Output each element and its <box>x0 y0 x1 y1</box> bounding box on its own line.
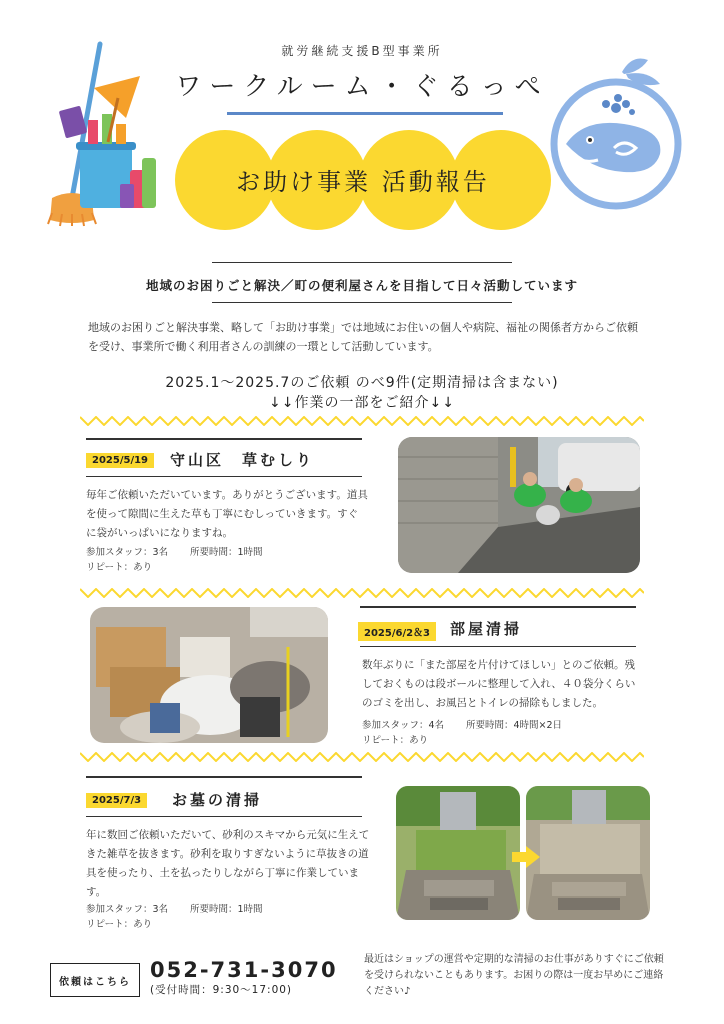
job-1-staff: 参加スタッフ：3名 <box>86 547 169 558</box>
report-banner: お助け事業 活動報告 <box>236 168 490 196</box>
job-3-top-line <box>86 776 362 778</box>
job-2-time: 所要時間：4時間×2日 <box>466 720 563 731</box>
job-2-photo <box>90 607 328 743</box>
request-period: 2025.1〜2025.7のご依頼 のべ9件(定期清掃は含まない) <box>165 375 559 391</box>
job-2-repeat: リピート：あり <box>362 735 429 746</box>
job-3-description: 年に数回ご依頼いただいて、砂利のスキマから元気に生えてきた雑草を抜きます。砂利を取りすぎないように草抜きの道具を使ったり、土を払ったりしながら丁寧に作業しています。 <box>86 829 370 898</box>
intro-arrows: ↓↓作業の一部をご紹介↓↓ <box>269 395 455 411</box>
job-1-date-badge: 2025/5/19 <box>86 453 154 468</box>
job-3-photo-before <box>396 786 520 920</box>
job-1-repeat: リピート：あり <box>86 562 153 573</box>
job-3-repeat: リピート：あり <box>86 919 153 930</box>
job-1-top-line <box>86 438 362 440</box>
intro-text: 地域のお困りごと解決事業、略して「お助け事業」では地域にお住いの個人や病院、福祉の関係者方からご依頼を受け、事業所で働く利用者さんの訓練の一環として活動しています。 <box>88 321 638 353</box>
job-2-title: 部屋清掃 <box>450 620 523 638</box>
tagline-bottom-line <box>212 302 512 303</box>
job-1-photo <box>398 437 640 573</box>
tagline-top-line <box>212 262 512 263</box>
job-2-bottom-line <box>360 646 636 647</box>
job-2-date-badge: 2025/6/2＆3 <box>358 622 436 641</box>
office-title: ワークルーム・ぐるっぺ <box>175 72 549 102</box>
job-1-description: 毎年ご依頼いただいています。ありがとうございます。道具を使って隙間に生えた草も丁寧にむしっていきます。すぐに袋がいっぱいになりますね。 <box>86 489 368 539</box>
job-1-time: 所要時間：1時間 <box>190 547 263 558</box>
job-3-title: お墓の清掃 <box>172 791 263 809</box>
reception-hours: (受付時間：9:30〜17:00) <box>150 984 293 996</box>
zigzag-divider <box>80 416 644 426</box>
arrow-right-icon <box>512 846 540 868</box>
job-3-bottom-line <box>86 816 362 817</box>
contact-label-box <box>50 963 140 997</box>
job-3-time: 所要時間：1時間 <box>190 904 263 915</box>
job-1-bottom-line <box>86 476 362 477</box>
zigzag-divider <box>80 752 644 762</box>
job-3-date-badge: 2025/7/3 <box>86 793 147 808</box>
contact-label: 依頼はこちら <box>59 976 131 988</box>
title-underline <box>227 112 503 115</box>
job-3-staff: 参加スタッフ：3名 <box>86 904 169 915</box>
office-subtitle: 就労継続支援B型事業所 <box>281 44 443 58</box>
job-1-title: 守山区 草むしり <box>170 451 315 469</box>
job-3-photo-after <box>526 786 650 920</box>
tagline: 地域のお困りごと解決／町の便利屋さんを目指して日々活動しています <box>145 278 578 293</box>
job-2-description: 数年ぶりに「また部屋を片付けてほしい」とのご依頼。残しておくものは段ボールに整理して入れ、４０袋分くらいのゴミを出し、お風呂とトイレの掃除もしました。 <box>362 659 636 709</box>
footer-note: 最近はショップの運営や定期的な清掃のお仕事がありすぐにご依頼を受けられないこともあります。お困りの際は一度お早めにご連絡ください♪ <box>364 954 664 997</box>
job-2-staff: 参加スタッフ：4名 <box>362 720 445 731</box>
zigzag-divider <box>80 588 644 598</box>
phone-number[interactable]: 052-731-3070 <box>150 958 338 982</box>
job-2-top-line <box>360 606 636 608</box>
